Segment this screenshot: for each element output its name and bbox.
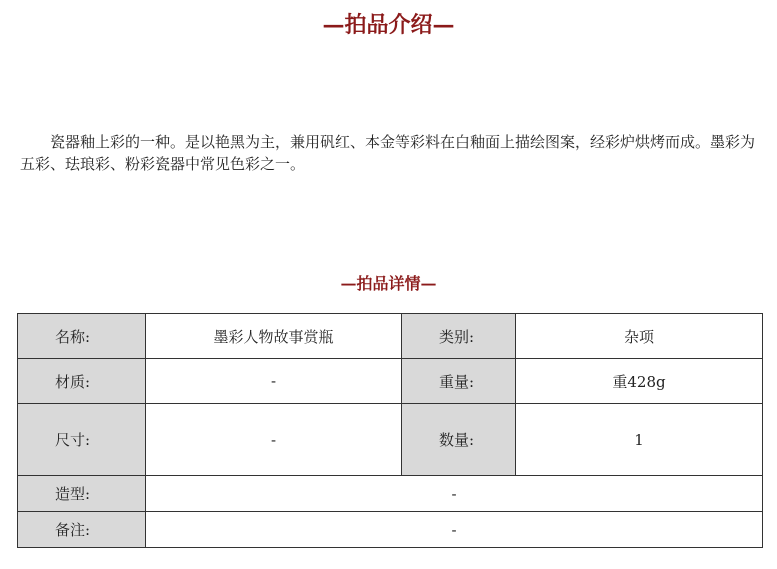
category-label: 类别: [402,314,516,359]
intro-description: 瓷器釉上彩的一种。是以艳黑为主，兼用矾红、本金等彩料在白釉面上描绘图案，经彩炉烘烤而成。墨彩为五彩、珐琅彩、粉彩瓷器中常见色彩之一。 [20,133,756,173]
detail-section-title: —拍品详情— [340,274,437,293]
remark-label: 备注: [18,512,146,548]
quantity-label: 数量: [402,404,516,476]
table-row [18,359,763,404]
material-label: 材质: [18,359,146,404]
quantity-value: 1 [516,404,763,476]
weight-label: 重量: [402,359,516,404]
size-value: - [146,404,402,476]
material-value: - [146,359,402,404]
table-row [18,314,763,359]
name-label: 名称: [18,314,146,359]
remark-value: - [146,512,763,548]
shape-value: - [146,476,763,512]
category-value: 杂项 [516,314,763,359]
shape-label: 造型: [18,476,146,512]
table-row [18,404,763,476]
detail-table [17,313,763,548]
intro-section-title: —拍品介绍— [322,12,455,38]
table-row [18,476,763,512]
name-value: 墨彩人物故事赏瓶 [146,314,402,359]
weight-value: 重428g [516,359,763,404]
size-label: 尺寸: [18,404,146,476]
table-row [18,512,763,548]
